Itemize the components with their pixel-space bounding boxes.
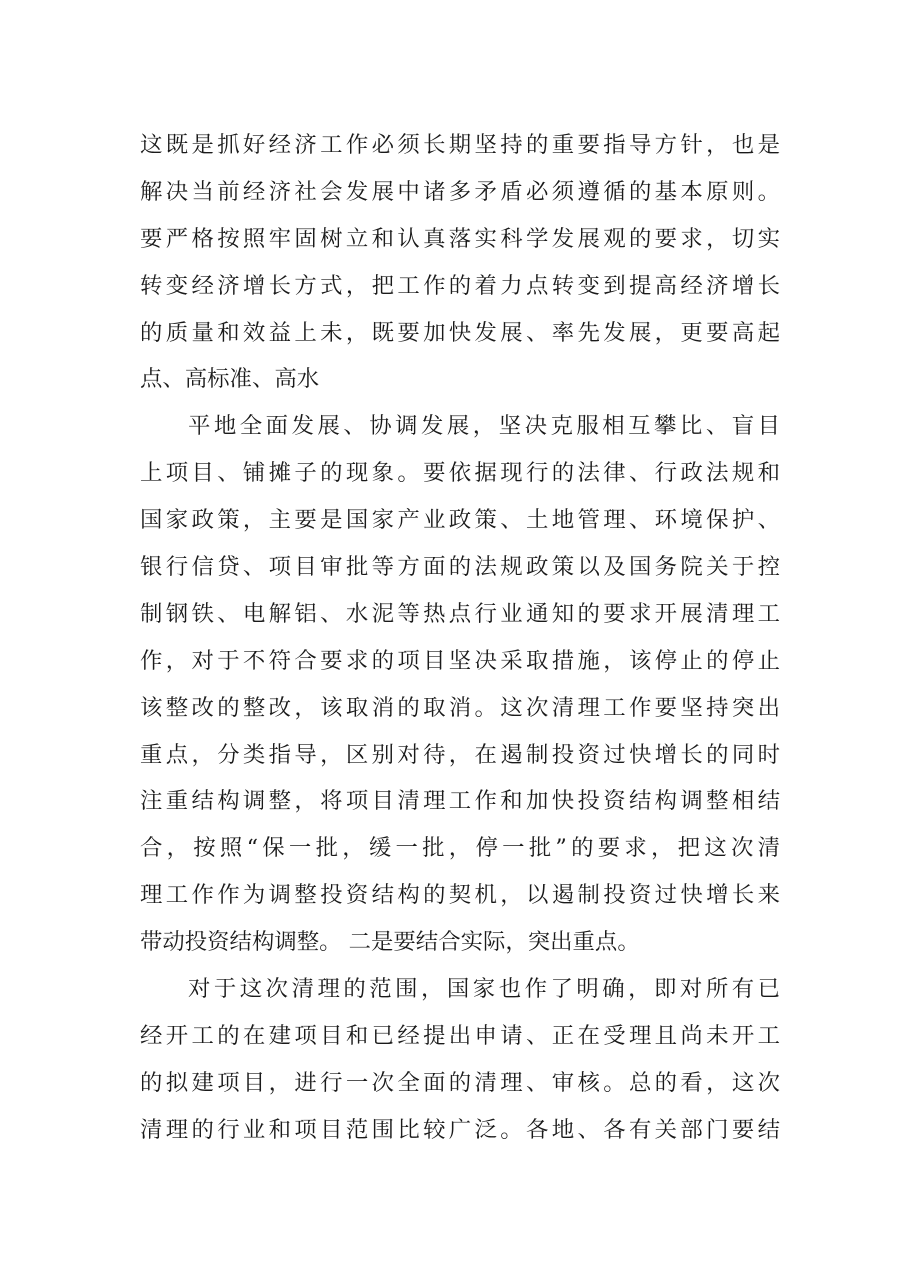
text-line: 注重结构调整，将项目清理工作和加快投资结构调整相结 — [140, 788, 780, 815]
body-text — [140, 122, 780, 1154]
text-line: 该整改的整改，该取消的取消。这次清理工作要坚持突出 — [140, 694, 780, 721]
text-line: 理工作作为调整投资结构的契机，以遏制投资过快增长来 — [140, 882, 780, 909]
text-line: 转变经济增长方式，把工作的着力点转变到提高经济增长 — [140, 272, 780, 299]
text-line: 经开工的在建项目和已经提出申请、正在受理且尚未开工 — [140, 1022, 780, 1049]
text-line: 平地全面发展、协调发展，坚决克服相互攀比、盲目 — [188, 413, 780, 440]
text-line: 的拟建项目，进行一次全面的清理、审核。总的看，这次 — [140, 1069, 780, 1096]
text-line: 的质量和效益上未，既要加快发展、率先发展，更要高起 — [140, 319, 780, 346]
text-line: 重点，分类指导，区别对待，在遏制投资过快增长的同时 — [140, 741, 780, 768]
text-line: 点、高标准、高水 — [140, 366, 320, 393]
text-line: 这既是抓好经济工作必须长期坚持的重要指导方针，也是 — [140, 132, 780, 158]
text-line: 要严格按照牢固树立和认真落实科学发展观的要求，切实 — [140, 225, 780, 252]
text-line: 银行信贷、项目审批等方面的法规政策以及国务院关于控 — [140, 554, 780, 581]
text-line: 制钢铁、电解铝、水泥等热点行业通知的要求开展清理工 — [140, 600, 780, 627]
text-line: 国家政策，主要是国家产业政策、土地管理、环境保护、 — [140, 507, 780, 534]
text-line: 带动投资结构调整。 二是要结合实际，突出重点。 — [140, 929, 640, 956]
text-line: 对于这次清理的范围，国家也作了明确，即对所有已 — [188, 976, 780, 1003]
text-line: 作，对于不符合要求的项目坚决采取措施，该停止的停止 — [140, 647, 780, 674]
text-line: 解决当前经济社会发展中诸多矛盾必须遵循的基本原则。 — [140, 178, 780, 205]
text-line: 上项目、铺摊子的现象。要依据现行的法律、行政法规和 — [140, 460, 780, 487]
text-line: 合，按照“保一批，缓一批，停一批”的要求，把这次清 — [140, 835, 780, 862]
text-line: 清理的行业和项目范围比较广泛。各地、各有关部门要结 — [140, 1116, 780, 1143]
